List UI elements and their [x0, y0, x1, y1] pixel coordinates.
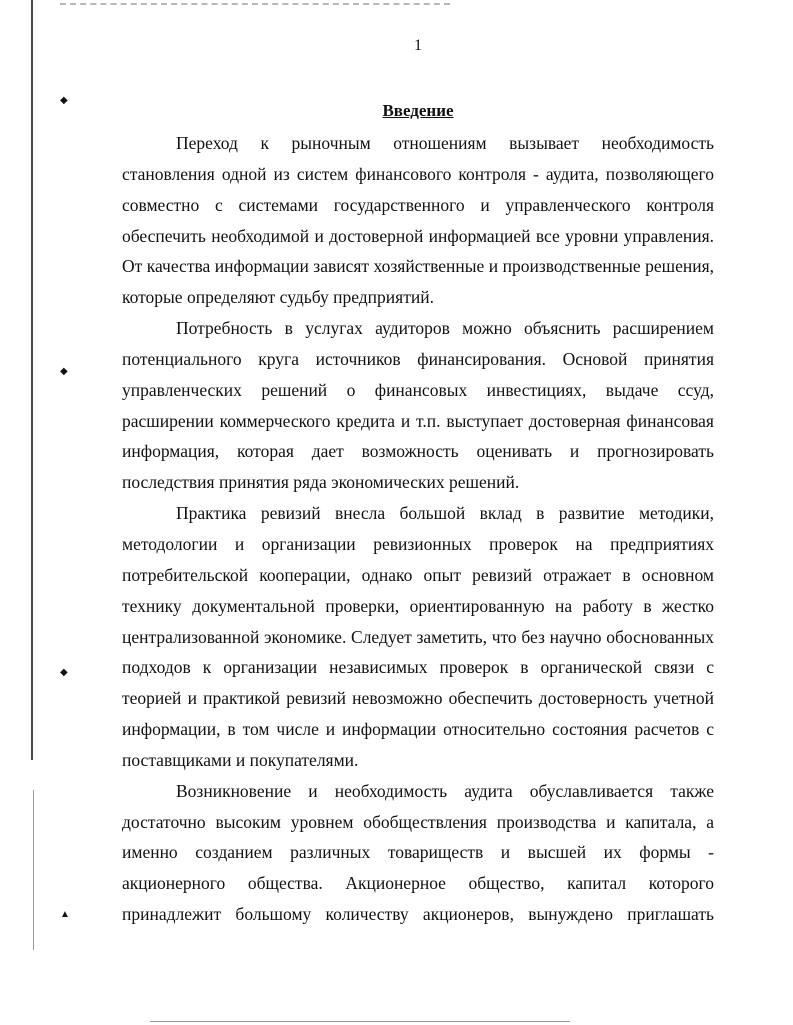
binding-hole-mark: ◆	[60, 667, 68, 678]
document-body	[122, 128, 714, 930]
page-heading: Введение	[382, 101, 454, 120]
scan-top-border	[60, 3, 450, 5]
scan-bottom-border	[150, 1021, 570, 1022]
paragraph: Потребность в услугах аудиторов можно объяснить расширением потенциального круга источников финансирования. Основой принятия управленческих решений о финансовых инвестициях, выдаче ссуд, расширении коммерческого кредита и т.п. выступает достоверная финансовая информация, которая дает возможность оценивать и прогнозировать последствия принятия ряда экономических решений.	[122, 318, 714, 493]
paragraph: Возникновение и необходимость аудита обуславливается также достаточно высоким уровнем обобществления производства и капитала, а именно созданием различных товариществ и высшей их формы - акционерного общества. Акционерное общество, капитал которого принадлежит большому количеству акционеров, вынуждено приглашать	[122, 780, 714, 925]
page-number: 1	[414, 37, 422, 54]
binding-hole-mark: ◆	[60, 95, 68, 106]
paragraph: Практика ревизий внесла большой вклад в развитие методики, методологии и организации ревизионных проверок на предприятиях потребительской кооперации, однако опыт ревизий отражает в основном технику документальной проверки, ориентированную на работу в жестко централизованной экономике. Следует заметить, что без научно обоснованных подходов к организации независимых проверок в органической связи с теорией и практикой ревизий невозможно обеспечить достоверность учетной информации, в том числе и информации относительно состояния расчетов с поставщиками и покупателями.	[122, 503, 714, 770]
scan-left-edge-lower	[33, 790, 34, 950]
binding-hole-mark: ◆	[60, 366, 68, 377]
binding-hole-mark: ▲	[60, 909, 70, 920]
paragraph: Переход к рыночным отношениям вызывает необходимость становления одной из систем финансового контроля - аудита, позволяющего совместно с системами государственного и управленческого контроля обеспечить необходимой и достоверной информацией все уровни управления. От качества информации зависят хозяйственные и производственные решения, которые определяют судьбу предприятий.	[122, 133, 714, 308]
